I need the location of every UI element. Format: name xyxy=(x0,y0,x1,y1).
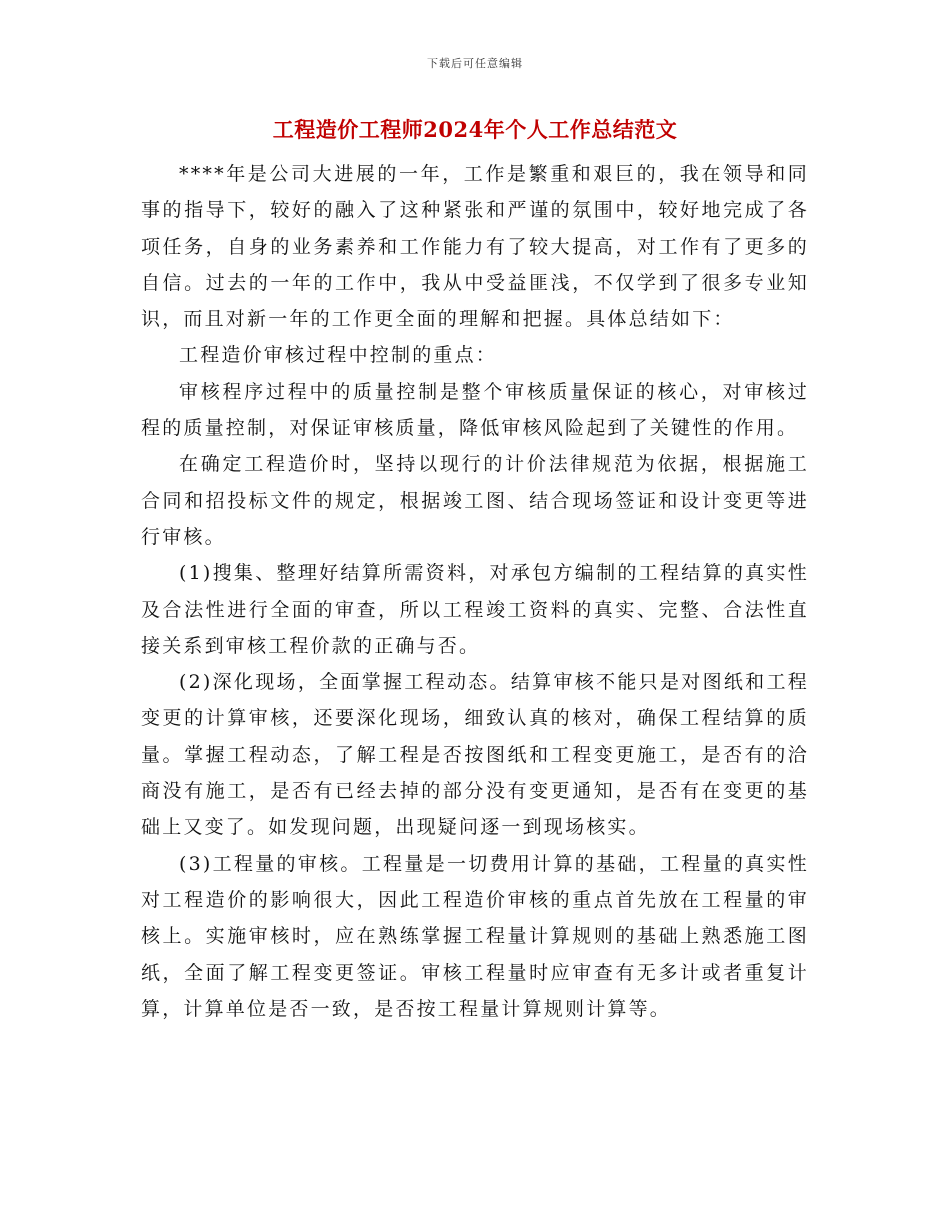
paragraph-heading-focus: 工程造价审核过程中控制的重点： xyxy=(179,344,498,367)
paragraph-intro: ****年是公司大进展的一年，工作是繁重和艰巨的，我在领导和同事的指导下，较好的融入了这种紧张和严谨的氛围中，较好地完成了各项任务，自身的业务素养和工作能力有了较大提高，对工作有了更多的自信。过去的一年的工作中，我从中受益匪浅，不仅学到了很多专业知识，而且对新一年的工作更全面的理解和把握。具体总结如下： xyxy=(141,163,809,331)
document-title: 工程造价工程师2024年个人工作总结范文 xyxy=(272,117,678,142)
header-note: 下载后可任意编辑 xyxy=(427,57,523,70)
paragraph-item-2: (2)深化现场，全面掌握工程动态。结算审核不能只是对图纸和工程变更的计算审核，还要深化现场，细致认真的核对，确保工程结算的质量。掌握工程动态，了解工程是否按图纸和工程变更施工，是否有的洽商没有施工，是否有已经去掉的部分没有变更通知，是否有在变更的基础上又变了。如发现问题，出现疑问逐一到现场核实。 xyxy=(141,671,809,839)
paragraph-item-3: (3)工程量的审核。工程量是一切费用计算的基础，工程量的真实性对工程造价的影响很大，因此工程造价审核的重点首先放在工程量的审核上。实施审核时，应在熟练掌握工程量计算规则的基础上熟悉施工图纸，全面了解工程变更签证。审核工程量时应审查有无多计或者重复计算，计算单位是否一致，是否按工程量计算规则计算等。 xyxy=(141,852,809,1020)
paragraph-quality-control: 审核程序过程中的质量控制是整个审核质量保证的核心，对审核过程的质量控制，对保证审核质量，降低审核风险起到了关键性的作用。 xyxy=(141,380,809,440)
paragraph-basis: 在确定工程造价时，坚持以现行的计价法律规范为依据，根据施工合同和招投标文件的规定，根据竣工图、结合现场签证和设计变更等进行审核。 xyxy=(141,453,809,548)
paragraph-item-1: (1)搜集、整理好结算所需资料，对承包方编制的工程结算的真实性及合法性进行全面的审查，所以工程竣工资料的真实、完整、合法性直接关系到审核工程价款的正确与否。 xyxy=(141,562,809,657)
document-body xyxy=(141,156,809,1027)
